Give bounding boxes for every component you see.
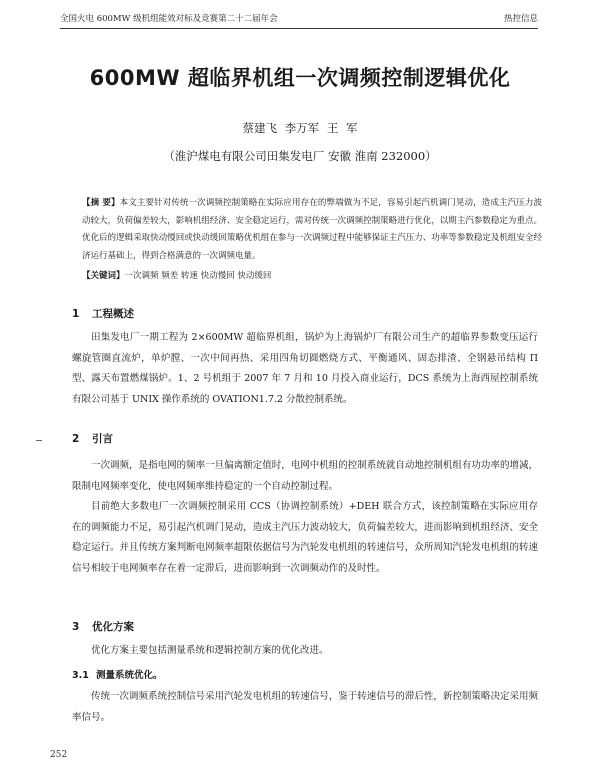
keywords-label: 【关键词】 — [82, 271, 125, 281]
header-rule — [60, 28, 538, 29]
keywords — [82, 269, 542, 283]
section-heading-1 — [72, 306, 134, 321]
affiliation: （淮沪煤电有限公司田集发电厂 安徽 淮南 232000） — [163, 149, 437, 163]
section-title: 工程概述 — [92, 308, 134, 320]
abstract — [82, 195, 542, 265]
section-heading-2 — [72, 431, 113, 446]
authors: 蔡建飞 李万军 王 军 — [242, 121, 358, 135]
margin-mark — [36, 440, 42, 441]
section-number: 3 — [72, 621, 80, 633]
header-section: 热控信息 — [503, 14, 538, 24]
page-number: 252 — [50, 750, 68, 760]
section-number: 1 — [72, 308, 80, 320]
section-title: 引言 — [92, 433, 113, 445]
section-2-paragraph-1: 一次调频，是指电网的频率一旦偏离额定值时，电网中机组的控制系统就自动地控制机组有功功率的增减，限制电网频率变化，使电网频率维持稳定的一个自动控制过程。 — [72, 460, 538, 492]
section-number: 2 — [72, 433, 80, 445]
paper-title: 600MW 超临界机组一次调频控制逻辑优化 — [89, 66, 511, 90]
subsection-number: 3.1 — [72, 670, 89, 681]
keywords-text: 一次调频 频差 转速 快动慢回 快动缓回 — [124, 271, 272, 281]
running-header — [60, 12, 538, 26]
abstract-label: 【摘 要】 — [82, 198, 120, 208]
section-3-paragraph: 优化方案主要包括测量系统和逻辑控制方案的优化改进。 — [91, 645, 329, 656]
subsection-heading-3-1 — [72, 667, 163, 681]
subsection-title: 测量系统优化。 — [96, 670, 163, 681]
subsection-3-1-paragraph: 传统一次调频系统控制信号采用汽轮发电机组的转速信号，鉴于转速信号的滞后性，新控制策略决定采用频率信号。 — [72, 691, 538, 723]
section-title: 优化方案 — [92, 621, 134, 633]
section-1-paragraph: 田集发电厂一期工程为 2×600MW 超临界机组，锅炉为上海锅炉厂有限公司生产的超临界参数变压运行螺旋管圈直流炉，单炉膛、一次中间再热、采用四角切圆燃烧方式、平衡通风、固态排渣、全钢悬吊结构 Π 型、露天布置燃煤锅炉。1、2 号机组于 2007 年 7 月和 10 月投入商业运行，DCS 系统为上海西屋控制系统有限公司基于 UNIX 操作系统的 OVATION1.7.2 分散控制系统。 — [72, 332, 538, 405]
section-heading-3 — [72, 619, 134, 634]
abstract-text: 本文主要针对传统一次调频控制策略在实际应用存在的弊端做为不足，容易引起汽机调门晃动，造成主汽压力波动较大，负荷偏差较大，影响机组经济、安全稳定运行，需对传统一次调频控制策略进行优化，以期主汽参数稳定为重点。优化后的逻辑采取快动慢回或快动缓回策略优机组在参与一次调频过程中能够保证主汽压力、功率等参数稳定及机组安全经济运行基础上，得到合格满意的一次调频电量。 — [82, 198, 542, 261]
section-2-paragraph-2: 目前绝大多数电厂一次调频控制采用 CCS（协调控制系统）+DEH 联合方式，该控制策略在实际应用存在的调频能力不足，易引起汽机调门晃动，造成主汽压力波动较大，负荷偏差较大，进而影响到机组经济、安全稳定运行。并且传统方案判断电网频率超限依据信号为汽轮发电机组的转速信号，众所周知汽轮发电机组的转速信号相较于电网频率存在着一定滞后，进而影响到一次调频动作的及时性。 — [72, 501, 538, 574]
header-conference: 全国火电 600MW 级机组能效对标及竞赛第二十二届年会 — [60, 14, 278, 24]
